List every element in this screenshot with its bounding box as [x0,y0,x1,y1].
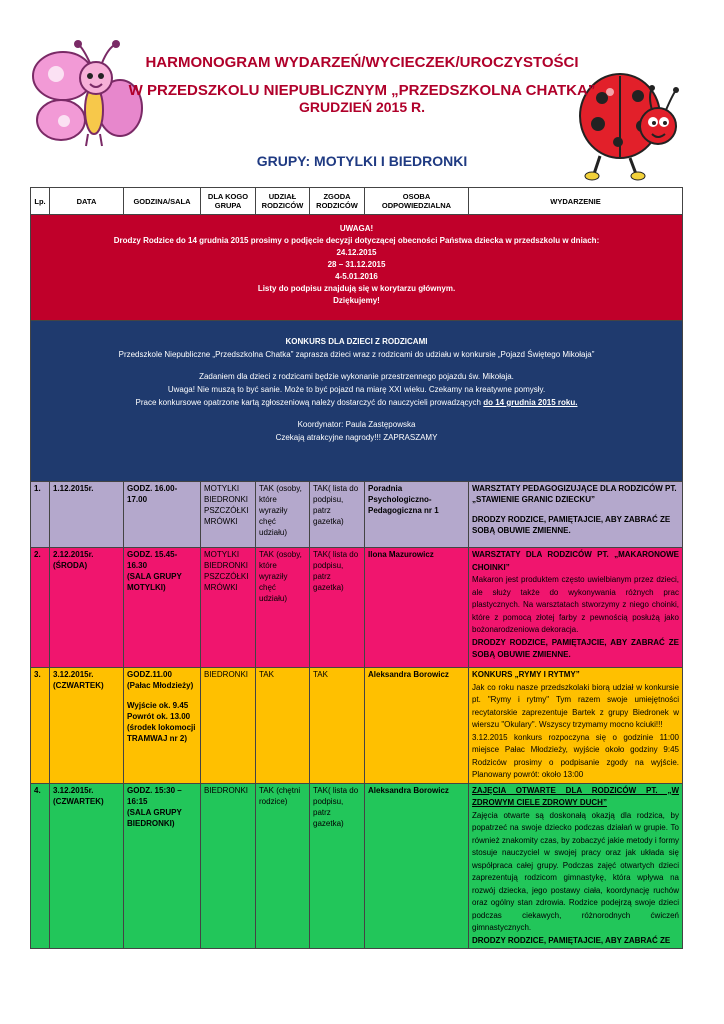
notice-line: UWAGA! [339,224,374,233]
cell-lp: 1. [31,482,50,548]
contest-line [35,396,678,409]
cell-udzial: TAK (chętni rodzice) [256,783,310,949]
date-text: 3.12.2015r. [53,785,94,795]
cell-zgoda: TAK( lista do podpisu, patrz gazetka) [310,548,365,668]
cell-data: 1.12.2015r. [50,482,124,548]
departure-text: Wyjście ok. 9.45 [127,701,189,710]
table-row [31,783,683,949]
event-note: DRODZY RODZICE, PAMIĘTAJCIE, ABY ZABRAĆ ZE [472,935,671,945]
cell-zgoda: TAK( lista do podpisu, patrz gazetka) [310,482,365,548]
cell-udzial: TAK (osoby, które wyraziły chęć udziału) [256,482,310,548]
contest-line: Zadaniem dla dzieci z rodzicami będzie wykonanie przestrzennego pojazdu św. Mikołaja. [199,372,514,381]
cell-grupa: MOTYLKI BIEDRONKI PSZCZÓŁKI MRÓWKI [201,548,256,668]
room-text: (SALA GRUPY MOTYLKI) [127,572,182,592]
title-line-1: HARMONOGRAM WYDARZEŃ/WYCIECZEK/UROCZYSTOŚCI [145,54,579,71]
header-data: DATA [50,188,124,215]
date-text: 2.12.2015r. [53,550,94,559]
contest-line: Uwaga! Nie muszą to być sanie. Może to być pojazd na miarę XXI wieku. Czekamy na kreatywne pomysły. [167,385,546,394]
cell-osoba: Aleksandra Borowicz [365,668,469,784]
contest-coordinator: Koordynator: Paula Zastępowska [297,420,416,429]
cell-lp: 2. [31,548,50,668]
weekday-text: (CZWARTEK) [53,796,104,806]
event-title: ZAJĘCIA OTWARTE DLA RODZICÓW PT. „W ZDROWYM CIELE ZDROWY DUCH” [472,785,679,807]
cell-godzina [124,668,201,784]
table-row [31,548,683,668]
header-zgoda: ZGODA RODZICÓW [310,188,365,215]
event-text-2: 3.12.2015 konkurs rozpoczyna się o godzinie 11:00 miejsce Pałac Młodzieży, wyjście około godziny 9:45 Rodziców prosimy o podpisanie zgody na wyjście. Planowany powrót: około 13:00 [472,732,679,779]
cell-grupa: MOTYLKI BIEDRONKI PSZCZÓŁKI MRÓWKI [201,482,256,548]
cell-data [50,783,124,949]
table-row [31,668,683,784]
title-line-3: GRUDZIEŃ 2015 R. [298,99,426,115]
header-udzial: UDZIAŁ RODZICÓW [256,188,310,215]
date-text: 3.12.2015r. [53,670,94,679]
cell-grupa: BIEDRONKI [201,668,256,784]
header-osoba: OSOBA ODPOWIEDZIALNA [365,188,469,215]
contest-banner [31,321,683,482]
event-note: DRODZY RODZICE, PAMIĘTAJCIE, ABY ZABRAĆ ZE SOBĄ OBUWIE ZMIENNE. [472,637,679,659]
cell-osoba: Aleksandra Borowicz [365,783,469,949]
cell-osoba: Poradnia Psychologiczno-Pedagogiczna nr 1 [365,482,469,548]
cell-godzina: GODZ. 16.00-17.00 [124,482,201,548]
contest-title: KONKURS DLA DZIECI Z RODZICAMI [285,337,428,346]
event-text: Jak co roku nasze przedszkolaki biorą udział w konkursie pt. "Rymy i rytmy" Tym razem swoje umiejętności recytatorskie zaprezentuje Bartek z grupy Biedronek w wierszu "Okulary". Wszyscy trzymamy mocno kciuki!!! [472,682,679,729]
notice-line: 28 – 31.12.2015 [327,260,386,269]
notice-line: Dziękujemy! [333,296,380,305]
cell-udzial: TAK [256,668,310,784]
cell-lp: 3. [31,668,50,784]
cell-grupa: BIEDRONKI [201,783,256,949]
schedule-table [30,187,683,949]
cell-godzina [124,783,201,949]
weekday-text: (CZWARTEK) [53,681,104,690]
return-text: Powrót ok. 13.00 [127,712,191,721]
notice-line: Listy do podpisu znajdują się w korytarzu głównym. [257,284,456,293]
time-text: GODZ. 15.45-16.30 [127,550,178,570]
header-wydarzenie: WYDARZENIE [469,188,683,215]
event-text: Zajęcia otwarte są doskonałą okazją dla rodzica, by popatrzeć na swoje dziecko podczas działań w grupie. To również znakomity czas, by zobaczyć jakie metody i formy stosuje nauczyciel w swojej pracy oraz jak układa się współpraca całej grupy. Podczas zajęć otwartych dzieci zaprezentują rodzicom gimnastykę, która wpływa na rozwój dziecka, jego postawy ciała, koordynację ruchów oraz ogólny stan zdrowia. Rodzice podejrzą swoje dzieci podczas ciekawych, różnorodnych ćwiczeń gimnastycznych. [472,810,679,932]
groups-heading: GRUPY: MOTYLKI I BIEDRONKI [256,153,468,169]
cell-wydarzenie [469,783,683,949]
cell-osoba: Ilona Mazurowicz [365,548,469,668]
contest-deadline-text: Prace konkursowe opatrzone kartą zgłoszeniową należy dostarczyć do nauczycieli prowadzących [135,398,484,407]
notice-banner [31,215,683,321]
table-row [31,482,683,548]
event-title: WARSZTATY DLA RODZICÓW PT. „MAKARONOWE CHOINKI” [472,550,679,572]
cell-wydarzenie [469,482,683,548]
room-text: (SALA GRUPY BIEDRONKI) [127,807,182,828]
notice-row [31,215,683,321]
transport-text: (środek lokomocji TRAMWAJ nr 2) [127,723,196,743]
time-text: GODZ.11.00 [127,670,172,679]
header-lp: Lp. [31,188,50,215]
cell-wydarzenie [469,548,683,668]
cell-godzina [124,548,201,668]
contest-line: Przedszkole Niepubliczne „Przedszkolna Chatka” zaprasza dzieci wraz z rodzicami do udziału w konkursie „Pojazd Świętego Mikołaja” [118,350,595,359]
cell-zgoda: TAK [310,668,365,784]
event-title: WARSZTATY PEDAGOGIZUJĄCE DLA RODZICÓW PT. „STAWIENIE GRANIC DZIECKU” [472,484,677,504]
contest-row [31,321,683,482]
cell-lp: 4. [31,783,50,949]
notice-line: Drodzy Rodzice do 14 grudnia 2015 prosimy o podjęcie decyzji dotyczącej obecności Państwa dziecka w przedszkolu w dniach: [113,236,600,245]
contest-invite: Czekają atrakcyjne nagrody!!! ZAPRASZAMY [275,433,438,442]
table-header-row [31,188,683,215]
header-grupa: DLA KOGO GRUPA [201,188,256,215]
event-note: DRODZY RODZICE, PAMIĘTAJCIE, ABY ZABRAĆ ZE SOBĄ OBUWIE ZMIENNE. [472,515,671,535]
cell-udzial: TAK (osoby, które wyraziły chęć udziału) [256,548,310,668]
weekday-text: (ŚRODA) [53,561,88,570]
cell-data [50,548,124,668]
time-text: GODZ. 15:30 – 16:15 [127,785,182,806]
notice-line: 4-5.01.2016 [335,272,378,281]
header-godzina: GODZINA/SALA [124,188,201,215]
place-text: (Pałac Młodzieży) [127,681,194,690]
notice-line: 24.12.2015 [336,248,377,257]
contest-deadline-date: do 14 grudnia 2015 roku. [483,398,578,407]
cell-zgoda: TAK( lista do podpisu, patrz gazetka) [310,783,365,949]
title-line-2: W PRZEDSZKOLU NIEPUBLICZNYM „PRZEDSZKOLNA CHATKA” [128,82,596,99]
event-title: KONKURS „RYMY I RYTMY” [472,670,580,679]
cell-data [50,668,124,784]
cell-wydarzenie [469,668,683,784]
event-text: Makaron jest produktem często uwielbianym przez dzieci, ale służy także do wykonywania różnych prac plastycznych. Na warsztatach stworzymy z niego choinki, które z pomocą złotej farby z pewnością posłużą jako bożonarodzeniowa dekoracja. [472,575,679,634]
